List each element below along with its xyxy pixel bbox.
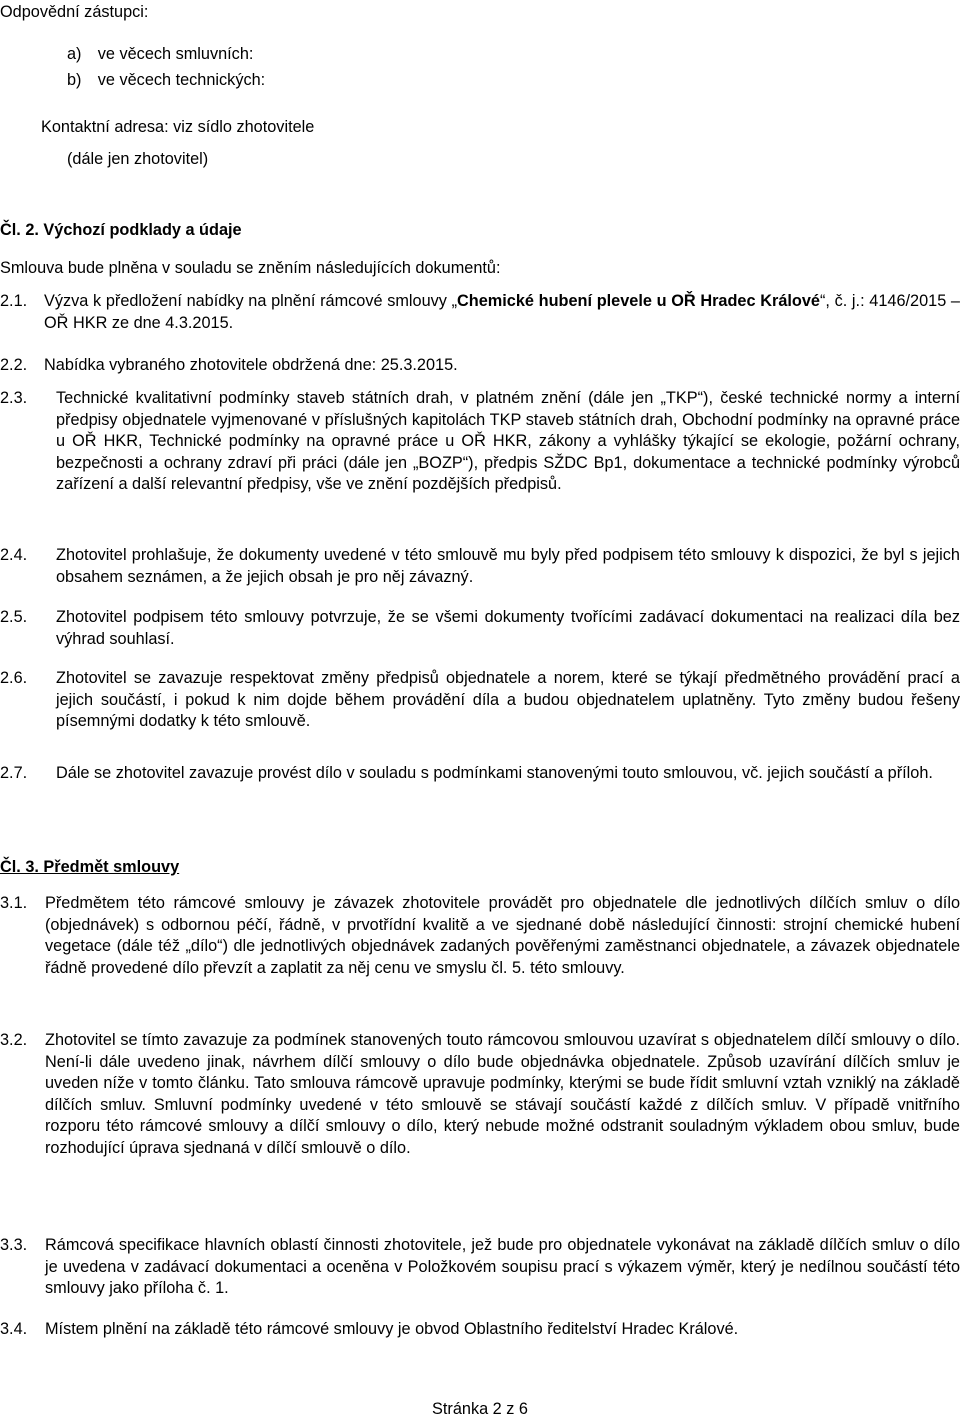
clause-2-6 xyxy=(0,668,960,733)
clause-number: 2.5. xyxy=(0,608,28,626)
clause-number: 2.2. xyxy=(0,356,28,374)
clause-3-2 xyxy=(0,1030,960,1159)
section-2-intro: Smlouva bude plněna v souladu se zněním následujících dokumentů: xyxy=(0,259,501,277)
contractor-reference: (dále jen zhotovitel) xyxy=(67,150,209,168)
clause-number: 2.7. xyxy=(0,764,28,782)
clause-3-1-text: Předmětem této rámcové smlouvy je závazek zhotovitele provádět pro objednatele dle jednotlivých dílčích smluv o dílo (objednávek) s odbornou péčí, řádně, v prvotřídní kvalitě a ve sjednané době následující činnosti: strojní chemické hubení vegetace (dále též „dílo“) dle jednotlivých objednávek zadaných pověřenými zaměstnanci objednatele, a závazek objednatele řádně provedené dílo převzít a zaplatit za něj cenu ve smyslu čl. 5. této smlouvy. xyxy=(45,894,960,977)
clause-number: 2.4. xyxy=(0,546,28,564)
clause-2-5-text: Zhotovitel podpisem této smlouvy potvrzuje, že se všemi dokumenty tvořícími zadávací dokumentaci na realizaci díla bez výhrad souhlasí. xyxy=(56,608,960,648)
section-3-heading: Čl. 3. Předmět smlouvy xyxy=(0,858,180,876)
clause-2-2-text: Nabídka vybraného zhotovitele obdržená dne: 25.3.2015. xyxy=(44,356,458,374)
clause-2-3 xyxy=(0,388,960,496)
clause-3-3-text: Rámcová specifikace hlavních oblastí činnosti zhotovitele, jež bude pro objednatele vykonávat na základě dílčích smluv o dílo je uvedena v zadávací dokumentaci a oceněna v Položkovém soupisu prací s výkazem výměr, který je nedílnou součástí této smlouvy jako příloha č. 1. xyxy=(45,1236,960,1297)
clause-2-1-text-start: Výzva k předložení nabídky na plnění rámcové smlouvy „ xyxy=(44,292,458,310)
section-2-heading: Čl. 2. Výchozí podklady a údaje xyxy=(0,221,242,239)
clause-3-4 xyxy=(0,1319,960,1341)
page-number: Stránka 2 z 6 xyxy=(432,1400,528,1418)
clause-number: 2.3. xyxy=(0,389,28,407)
clause-2-4 xyxy=(0,545,960,588)
clause-number: 2.1. xyxy=(0,292,28,310)
clause-number: 3.2. xyxy=(0,1031,28,1049)
clause-number: 3.4. xyxy=(0,1320,28,1338)
clause-2-6-text: Zhotovitel se zavazuje respektovat změny předpisů objednatele a norem, které se týkají předmětného provádění prací a jejich součástí, i pokud k nim dojde během provádění díla a budou objednatelem uplatněny. Tyto změny budou řešeny písemnými dodatky k této smlouvě. xyxy=(56,669,960,730)
clause-2-1-text-end: “, č. j.: 4146/2015 – OŘ HKR ze dne 4.3.2015. xyxy=(44,292,960,332)
clause-2-2 xyxy=(0,355,960,377)
clause-2-3-text: Technické kvalitativní podmínky staveb státních drah, v platném znění (dále jen „TKP“), české technické normy a interní předpisy objednatele vyjmenované v příslušných kapitolách TKP staveb státních drah, Obchodní podmínky na opravné práce u OŘ HKR, Technické podmínky na opravné práce u OŘ HKR, zákony a vyhlášky týkající se ekologie, požární ochrany, bezpečnosti a ochrany zdraví při práci (dále jen „BOZP“), předpis SŽDC Bp1, dokumentace a technické podmínky výrobců zařízení a další relevantní předpisy, vše ve znění pozdějších předpisů. xyxy=(56,389,960,493)
contract-matters-item: a) ve věcech smluvních: xyxy=(67,45,254,63)
clause-number: 3.3. xyxy=(0,1236,28,1254)
tender-title: Chemické hubení plevele u OŘ Hradec Králové xyxy=(457,292,820,310)
clause-2-1 xyxy=(0,291,960,334)
clause-2-7 xyxy=(0,763,960,785)
clause-2-7-text: Dále se zhotovitel zavazuje provést dílo v souladu s podmínkami stanovenými touto smlouvou, vč. jejich součástí a příloh. xyxy=(56,764,933,782)
representatives-heading: Odpovědní zástupci: xyxy=(0,3,149,21)
contact-address: Kontaktní adresa: viz sídlo zhotovitele xyxy=(41,118,315,136)
technical-matters-item: b) ve věcech technických: xyxy=(67,71,266,89)
clause-3-2-text: Zhotovitel se tímto zavazuje za podmínek stanovených touto rámcovou smlouvou uzavírat s objednatelem dílčí smlouvy o dílo. Není-li dále uvedeno jinak, návrhem dílčí smlouvy o dílo bude objednávka objednatele. Způsob uzavírání dílčích smluv je uveden níže v tomto článku. Tato smlouva rámcově upravuje podmínky, kterými se bude řídit smluvní vztah vzniklý na základě dílčích smluv. Smluvní podmínky uvedené v této smlouvě se stávají součástí každé z dílčích smluv. V případě vnitřního rozporu této rámcové smlouvy a dílčí smlouvy o dílo, který nebude možné odstranit souladným výkladem obou smluv, bude rozhodující úprava sjednaná v dílčí smlouvě o dílo. xyxy=(45,1031,960,1157)
clause-3-1 xyxy=(0,893,960,979)
clause-3-3 xyxy=(0,1235,960,1300)
clause-2-4-text: Zhotovitel prohlašuje, že dokumenty uvedené v této smlouvě mu byly před podpisem této smlouvy k dispozici, že byl s jejich obsahem seznámen, a že jejich obsah je pro něj závazný. xyxy=(56,546,960,586)
clause-number: 2.6. xyxy=(0,669,28,687)
clause-number: 3.1. xyxy=(0,894,28,912)
clause-3-4-text: Místem plnění na základě této rámcové smlouvy je obvod Oblastního ředitelství Hradec Králové. xyxy=(45,1320,739,1338)
clause-2-5 xyxy=(0,607,960,650)
